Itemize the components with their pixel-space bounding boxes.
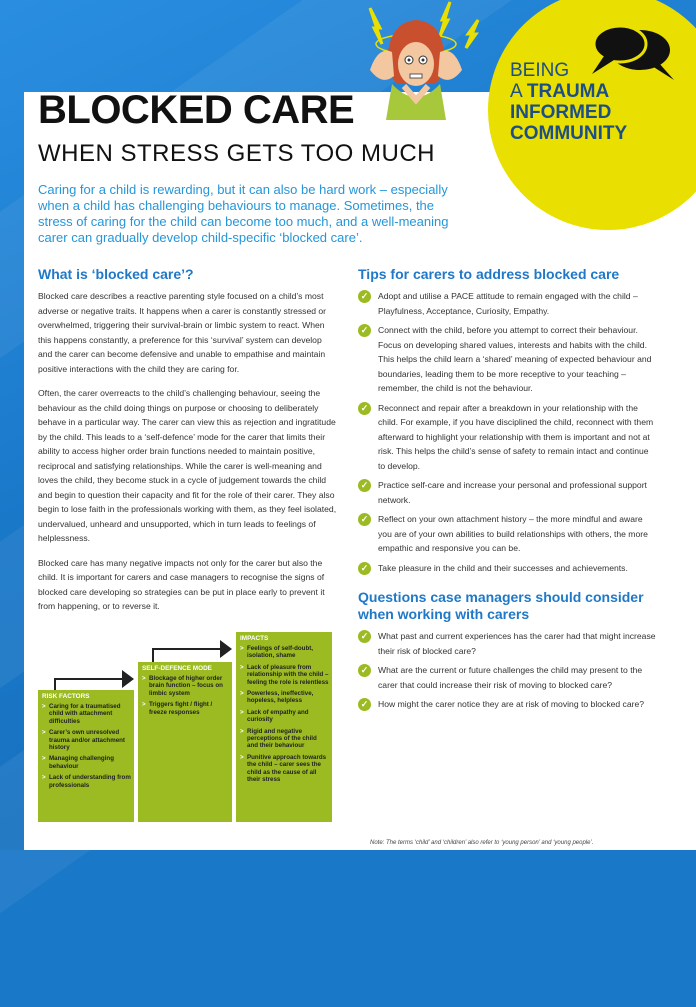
badge-line-1: BEING xyxy=(510,60,570,81)
badge-text xyxy=(510,60,627,144)
question-text: What are the current or future challenges the child may present to the carer that could increase their risk of moving to blocked care? xyxy=(378,665,643,690)
blocked-care-flow-diagram xyxy=(38,632,338,832)
checkmark-icon: ✓ xyxy=(358,562,371,575)
question-item xyxy=(358,697,658,712)
tips-list xyxy=(358,289,658,575)
checkmark-icon: ✓ xyxy=(358,479,371,492)
tip-item xyxy=(358,289,658,318)
tip-item xyxy=(358,323,658,396)
tip-text: Take pleasure in the child and their successes and achievements. xyxy=(378,562,628,573)
flow-arrow-line xyxy=(152,648,222,662)
arrow-right-icon xyxy=(220,640,232,658)
tip-text: Practice self-care and increase your personal and professional support network. xyxy=(378,480,647,505)
page-subtitle: WHEN STRESS GETS TOO MUCH xyxy=(38,140,435,167)
question-text: How might the carer notice they are at risk of moving to blocked care? xyxy=(378,699,645,709)
body-paragraph: Blocked care has many negative impacts not only for the carer but also the child. It is important for carers and case managers to recognise the signs of blocked care developing so strategies can be put in place early to prevent it from happening, or to reverse it. xyxy=(38,557,325,611)
impacts-box xyxy=(236,632,332,822)
questions-list xyxy=(358,629,658,712)
arrow-right-icon xyxy=(122,670,134,688)
body-paragraph: Often, the carer overreacts to the child’s challenging behaviour, seeing the behaviour as the child doing things on purpose or choosing to deliberately behave in a particular way. The carer can view this as rejection and ingratitude by the child. This leads to a ‘self-defence’ mode for the carer that limits their ability to access higher order brain functions needed to maintain positive, reciprocal and satisfying relationships. While the carer is well-meaning and loves the child, they become stuck in a cycle of judgement towards the child and begin to question their capacity and fit for the role of their carer. They also begin to lose faith in the professionals working with them, as they feel isolated, undervalued, unheard and unsupported, which in turn leads to feelings of helplessness. xyxy=(38,388,337,543)
tip-item xyxy=(358,478,658,507)
tip-item xyxy=(358,512,658,556)
self-defence-item: > Blockage of higher order brain function – focus on limbic system xyxy=(142,675,229,697)
badge-line-2-prefix: A xyxy=(510,81,527,102)
impacts-title: IMPACTS xyxy=(240,635,269,642)
tip-text: Reconnect and repair after a breakdown in your relationship with the child. For example, if you have disciplined the child, reconnect with them afterward to highlight your relationship with them is important and not at risk. This helps the child’s sense of safety to remain intact and continue to develop. xyxy=(378,402,654,471)
left-column xyxy=(38,266,338,624)
badge-line-3: INFORMED xyxy=(510,102,612,123)
risk-factors-box xyxy=(38,690,134,822)
stressed-woman-illustration xyxy=(330,0,500,120)
lightning-icon xyxy=(466,20,478,48)
section-heading-tips: Tips for carers to address blocked care xyxy=(358,266,620,282)
risk-factors-title: RISK FACTORS xyxy=(42,693,90,700)
tip-text: Connect with the child, before you attempt to correct their behaviour. Focus on developing shared values, interests and habits with the child. This helps the child learn a ‘shared’ meaning of expected behaviour and boundaries, leading them to be more receptive to your teaching – remember, the child is not the behaviour. xyxy=(378,325,652,393)
question-item xyxy=(358,629,658,658)
self-defence-item: > Triggers fight / flight / freeze responses xyxy=(142,701,229,716)
tip-item xyxy=(358,561,658,576)
tip-text: Adopt and utilise a PACE attitude to remain engaged with the child – Playfulness, Acceptance, Curiosity, Empathy. xyxy=(378,291,638,316)
question-item xyxy=(358,663,658,692)
lightning-icon xyxy=(370,8,382,44)
impact-item: > Rigid and negative perceptions of the child and their behaviour xyxy=(240,728,329,750)
self-defence-title: SELF-DEFENCE MODE xyxy=(142,665,212,672)
badge-line-2 xyxy=(510,81,627,102)
question-text: What past and current experiences has the carer had that might increase their risk of blocked care? xyxy=(378,631,656,656)
checkmark-icon: ✓ xyxy=(358,513,371,526)
page-title: BLOCKED CARE xyxy=(38,88,355,132)
risk-factor-item: > Caring for a traumatised child with attachment difficulties xyxy=(42,703,131,725)
impact-item: > Feelings of self-doubt, isolation, shame xyxy=(240,645,329,660)
footnote: Note: The terms ‘child’ and ‘children’ also refer to ‘young person’ and ‘young people’. xyxy=(370,840,594,846)
checkmark-icon: ✓ xyxy=(358,664,371,677)
checkmark-icon: ✓ xyxy=(358,402,371,415)
body-paragraph: Blocked care describes a reactive parenting style focused on a child’s most adverse or negative traits. It happens when a carer is constantly stressed or overwhelmed, triggering their survival-brain or limbic system to react. When this happens constantly, a preference for this ‘survival’ system can develop and the carer can become defensive and unable to empathise and maintain positive interactions with the child they are caring for. xyxy=(38,291,327,374)
risk-factor-item: > Managing challenging behaviour xyxy=(42,755,131,770)
section-heading-questions: Questions case managers should consider when working with carers xyxy=(358,589,644,622)
risk-factor-item: > Carer’s own unresolved trauma and/or attachment history xyxy=(42,729,131,751)
impact-item: > Lack of pleasure from relationship with the child – feeling the role is relentless xyxy=(240,664,329,686)
risk-factor-item: > Lack of understanding from professionals xyxy=(42,774,131,789)
tip-item xyxy=(358,401,658,474)
badge-line-4: COMMUNITY xyxy=(510,123,628,144)
badge-line-2-bold: TRAUMA xyxy=(526,81,610,102)
checkmark-icon: ✓ xyxy=(358,324,371,337)
intro-text: Caring for a child is rewarding, but it can also be hard work – especially when a child has challenging behaviours to manage. Sometimes, the stress of caring for the child can become too much, and a well-meaning carer can gradually develop child-specific ‘blocked care’. xyxy=(38,182,449,245)
checkmark-icon: ✓ xyxy=(358,630,371,643)
tip-text: Reflect on your own attachment history – the more mindful and aware you are of your own abilities to build relationships with others, the more empathic and responsive you can be. xyxy=(378,514,648,553)
impact-item: > Lack of empathy and curiosity xyxy=(240,709,329,724)
checkmark-icon: ✓ xyxy=(358,290,371,303)
right-column xyxy=(358,266,658,717)
section-heading-blocked-care: What is ‘blocked care’? xyxy=(38,266,194,282)
impact-item: > Punitive approach towards the child – carer sees the child as the cause of all their stress xyxy=(240,754,329,784)
checkmark-icon: ✓ xyxy=(358,698,371,711)
impact-item: > Powerless, ineffective, hopeless, helpless xyxy=(240,690,329,705)
self-defence-mode-box xyxy=(138,662,232,822)
lightning-icon xyxy=(440,2,450,36)
